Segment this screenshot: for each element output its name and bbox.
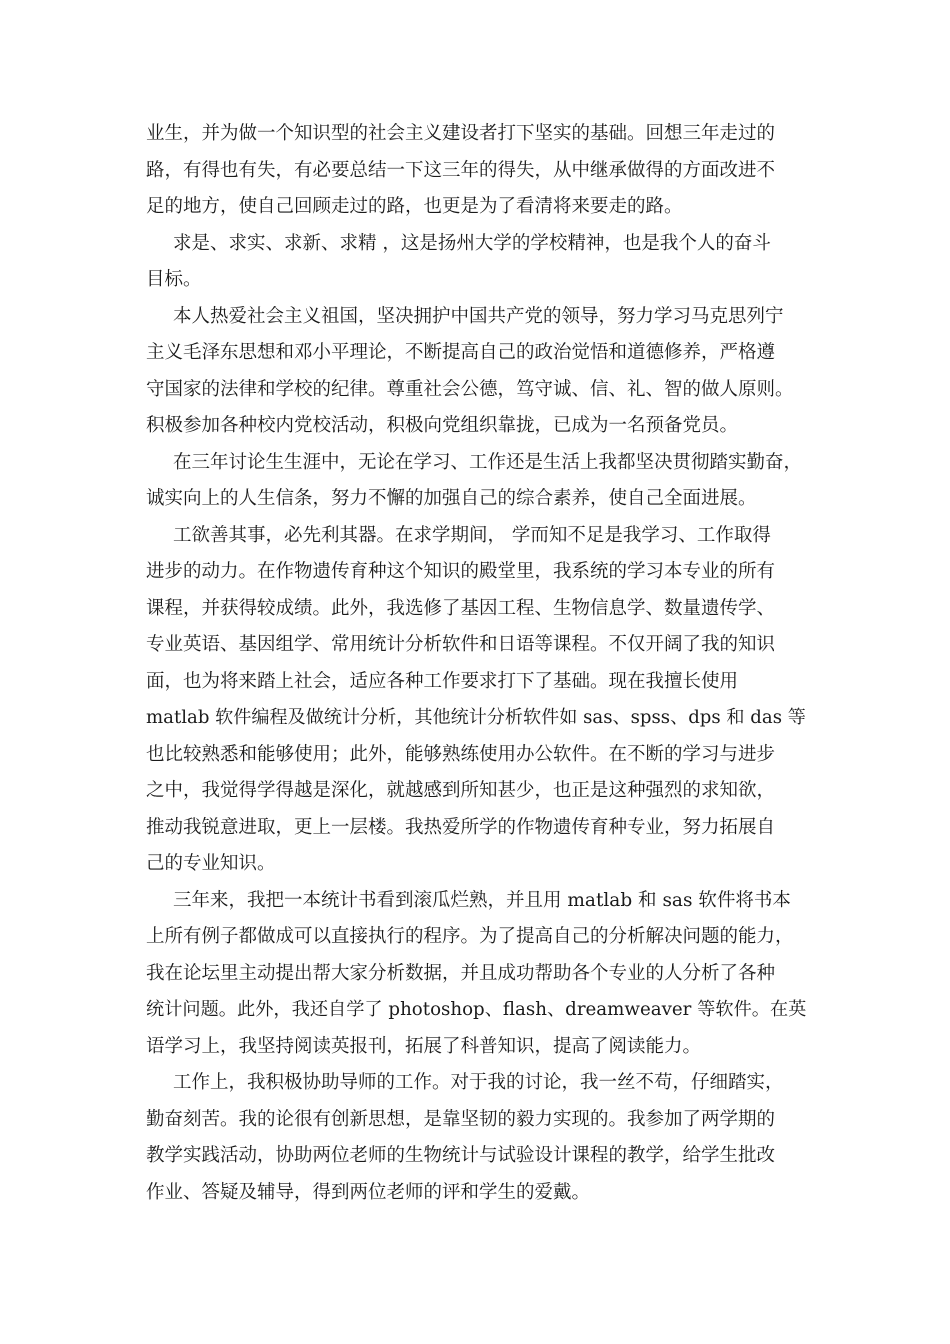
document-body xyxy=(146,116,810,1211)
text-line: 勤奋刻苦。我的论很有创新思想，是靠坚韧的毅力实现的。我参加了两学期的 xyxy=(146,1108,776,1130)
text-line: 诚实向上的人生信条，努力不懈的加强自己的综合素养，使自己全面进展。 xyxy=(146,488,757,509)
text-line: 专业英语、基因组学、常用统计分析软件和日语等课程。不仅开阔了我的知识 xyxy=(146,634,776,655)
text-line: 上所有例子都做成可以直接执行的程序。为了提高自己的分析解决问题的能力， xyxy=(146,926,794,947)
text-line: 面，也为将来踏上社会，适应各种工作要求打下了基础。现在我擅长使用 xyxy=(146,670,739,692)
paragraph-first-line: 工欲善其事，必先利其器。在求学期间， 学而知不足是我学习、工作取得 xyxy=(173,524,771,546)
text-line: 作业、答疑及辅导，得到两位老师的评和学生的爱戴。 xyxy=(146,1181,591,1203)
paragraph-first-line: 求是、求实、求新、求精 ，这是扬州大学的学校精神，也是我个人的奋斗 xyxy=(173,232,771,254)
text-line: 语学习上，我坚持阅读英报刊，拓展了科普知识，提高了阅读能力。 xyxy=(146,1035,702,1057)
text-line: 守国家的法律和学校的纪律。尊重社会公德，笃守诚、信、礼、智的做人原则。 xyxy=(146,378,794,400)
text-line: 我在论坛里主动提出帮大家分析数据，并且成功帮助各个专业的人分析了各种 xyxy=(146,962,776,984)
paragraph-first-line: 本人热爱社会主义祖国，坚决拥护中国共产党的领导，努力学习马克思列宁 xyxy=(173,305,784,327)
paragraph-first-line: 在三年讨论生生涯中，无论在学习、工作还是生活上我都坚决贯彻踏实勤奋， xyxy=(173,451,803,473)
text-line: 主义毛泽东思想和邓小平理论，不断提高自己的政治觉悟和道德修养，严格遵 xyxy=(146,342,776,363)
text-line: 业生，并为做一个知识型的社会主义建设者打下坚实的基础。回想三年走过的 xyxy=(146,123,776,144)
text-line: 统计问题。此外，我还自学了 photoshop、flash、dreamweaver 等软件。在英 xyxy=(146,999,807,1020)
text-line: 课程，并获得较成绩。此外，我选修了基因工程、生物信息学、数量遗传学、 xyxy=(146,597,776,619)
text-line: 路，有得也有失，有必要总结一下这三年的得失，从中继承做得的方面改进不 xyxy=(146,159,776,181)
text-line: 之中，我觉得学得越是深化，就越感到所知甚少，也正是这种强烈的求知欲， xyxy=(146,780,776,801)
text-line: 教学实践活动，协助两位老师的生物统计与试验设计课程的教学，给学生批改 xyxy=(146,1145,776,1166)
text-line: 也比较熟悉和能够使用；此外，能够熟练使用办公软件。在不断的学习与进步 xyxy=(146,743,776,765)
paragraph-first-line: 三年来，我把一本统计书看到滚瓜烂熟，并且用 matlab 和 sas 软件将书本 xyxy=(173,889,791,911)
text-line: 推动我锐意进取，更上一层楼。我热爱所学的作物遗传育种专业，努力拓展自 xyxy=(146,816,776,838)
paragraph-first-line: 工作上，我积极协助导师的工作。对于我的讨论，我一丝不苟，仔细踏实， xyxy=(173,1072,784,1093)
text-line: 积极参加各种校内党校活动，积极向党组织靠拢，已成为一名预备党员。 xyxy=(146,415,739,436)
text-line: 目标。 xyxy=(146,269,202,290)
text-line: 足的地方，使自己回顾走过的路，也更是为了看清将来要走的路。 xyxy=(146,196,683,217)
text-line: 进步的动力。在作物遗传育种这个知识的殿堂里，我系统的学习本专业的所有 xyxy=(146,561,776,582)
text-line: 己的专业知识。 xyxy=(146,853,276,874)
text-line: matlab 软件编程及做统计分析，其他统计分析软件如 sas、spss、dps 和 das 等 xyxy=(146,707,806,728)
